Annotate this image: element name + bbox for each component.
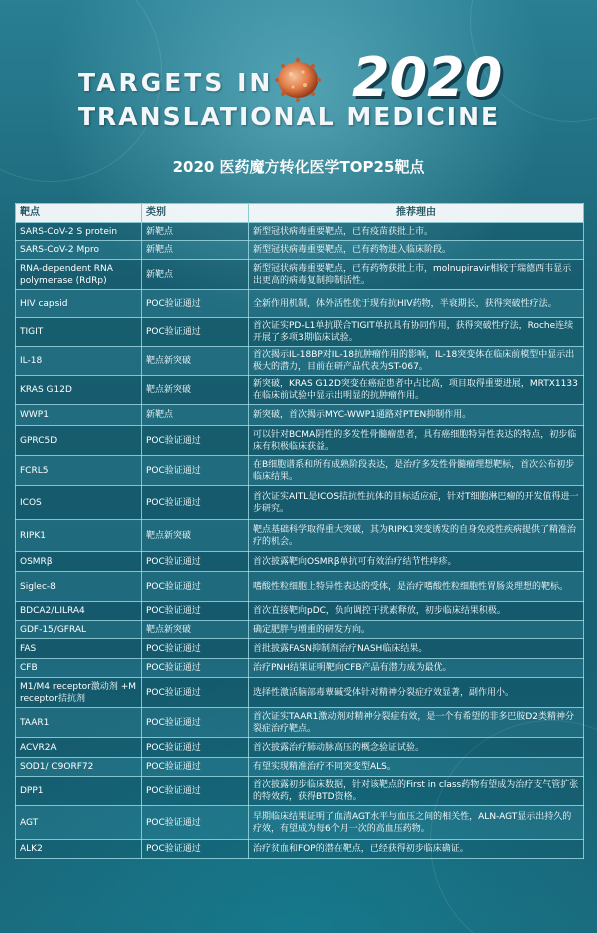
category-cell: 新靶点 [142,405,249,426]
category-cell: POC验证通过 [142,659,249,678]
reason-cell: 在B细胞谱系和所有成熟阶段表达，是治疗多发性骨髓瘤理想靶标，首次公布初步临床结果。 [249,456,584,486]
category-cell: POC验证通过 [142,758,249,777]
target-cell: HIV capsid [16,290,142,318]
table-row [16,659,584,678]
table-row [16,426,584,456]
target-cell: IL-18 [16,347,142,376]
table-row [16,758,584,777]
table-row [16,621,584,639]
reason-cell: 全新作用机制，体外活性优于现有抗HIV药物，半衰期长，获得突破性疗法。 [249,290,584,318]
targets-table-container [15,203,583,859]
hero-title-line2: TRANSLATIONAL MEDICINE [78,102,501,131]
table-row [16,840,584,859]
category-cell: POC验证通过 [142,456,249,486]
target-cell: RIPK1 [16,520,142,552]
category-cell: 新靶点 [142,260,249,290]
category-cell: POC验证通过 [142,486,249,520]
category-cell: POC验证通过 [142,552,249,572]
reason-cell: 首次揭示IL-18BP对IL-18抗肿瘤作用的影响，IL-18突变体在临床前模型中显示出极大的潜力，目前在研产品代表为ST-067。 [249,347,584,376]
category-cell: POC验证通过 [142,806,249,840]
hero-title-line1: TARGETS IN [78,68,274,97]
table-row [16,738,584,758]
target-cell: TIGIT [16,318,142,347]
target-cell: ALK2 [16,840,142,859]
reason-cell: 首次证实TAAR1激动剂对精神分裂症有效，是一个有希望的非多巴胺D2类精神分裂症治疗靶点。 [249,708,584,738]
reason-cell: 新突破，首次揭示MYC-WWP1通路对PTEN抑制作用。 [249,405,584,426]
target-cell: Siglec-8 [16,572,142,602]
reason-cell: 新型冠状病毒重要靶点，已有疫苗获批上市。 [249,223,584,241]
reason-cell: 靶点基础科学取得重大突破，其为RIPK1突变诱发的自身免疫性疾病提供了精准治疗的机会。 [249,520,584,552]
category-cell: 靶点新突破 [142,621,249,639]
target-cell: RNA-dependent RNA polymerase (RdRp) [16,260,142,290]
category-cell: 新靶点 [142,223,249,241]
target-cell: GPRC5D [16,426,142,456]
reason-cell: 选择性激活脑部毒蕈碱受体针对精神分裂症疗效显著，副作用小。 [249,678,584,708]
reason-cell: 治疗贫血和FOP的潜在靶点，已经获得初步临床确证。 [249,840,584,859]
target-cell: M1/M4 receptor激动剂 +M receptor拮抗剂 [16,678,142,708]
reason-cell: 治疗PNH结果证明靶向CFB产品有潜力成为最优。 [249,659,584,678]
table-row [16,318,584,347]
table-row [16,347,584,376]
table-row [16,405,584,426]
column-header-category: 类别 [142,204,249,223]
reason-cell: 新型冠状病毒重要靶点，已有药物获批上市，molnupiravir相较于瑞德西韦显示出更高的病毒复制抑制活性。 [249,260,584,290]
category-cell: 靶点新突破 [142,347,249,376]
virus-icon [273,58,323,102]
reason-cell: 新型冠状病毒重要靶点，已有药物进入临床阶段。 [249,241,584,260]
table-row [16,572,584,602]
reason-cell: 首次披露靶向OSMRβ单抗可有效治疗结节性痒疹。 [249,552,584,572]
category-cell: POC验证通过 [142,572,249,602]
table-row [16,241,584,260]
target-cell: SOD1/ C9ORF72 [16,758,142,777]
reason-cell: 首次证实PD-L1单抗联合TIGIT单抗具有协同作用，获得突破性疗法，Roche连续开展了多项3期临床试验。 [249,318,584,347]
reason-cell: 可以针对BCMA阴性的多发性骨髓瘤患者，具有癌细胞特异性表达的特点，初步临床有积极临床获益。 [249,426,584,456]
target-cell: TAAR1 [16,708,142,738]
target-cell: ICOS [16,486,142,520]
table-row [16,486,584,520]
table-row [16,376,584,405]
target-cell: GDF-15/GFRAL [16,621,142,639]
category-cell: POC验证通过 [142,602,249,621]
target-cell: OSMRβ [16,552,142,572]
page-subtitle: 2020 医药魔方转化医学TOP25靶点 [172,158,425,176]
reason-cell: 首次披露初步临床数据，针对该靶点的First in class药物有望成为治疗支气管扩张的特效药，获得BTD资格。 [249,777,584,806]
reason-cell: 有望实现精准治疗不同突变型ALS。 [249,758,584,777]
target-cell: WWP1 [16,405,142,426]
target-cell: DPP1 [16,777,142,806]
reason-cell: 确定肥胖与增重的研发方向。 [249,621,584,639]
category-cell: POC验证通过 [142,318,249,347]
category-cell: POC验证通过 [142,426,249,456]
category-cell: POC验证通过 [142,708,249,738]
target-cell: SARS-CoV-2 S protein [16,223,142,241]
targets-table [15,203,584,859]
reason-cell: 新突破，KRAS G12D突变在癌症患者中占比高，项目取得重要进展，MRTX1133在临床前试验中显示出明显的抗肿瘤作用。 [249,376,584,405]
category-cell: POC验证通过 [142,777,249,806]
target-cell: SARS-CoV-2 Mpro [16,241,142,260]
table-row [16,260,584,290]
category-cell: 靶点新突破 [142,520,249,552]
table-row [16,223,584,241]
table-row [16,290,584,318]
hero-year: 2020 [352,46,503,109]
table-row [16,520,584,552]
category-cell: POC验证通过 [142,290,249,318]
table-row [16,552,584,572]
reason-cell: 嗜酸性粒细胞上特异性表达的受体，是治疗嗜酸性粒细胞性胃肠炎理想的靶标。 [249,572,584,602]
column-header-target: 靶点 [16,204,142,223]
category-cell: POC验证通过 [142,639,249,659]
target-cell: CFB [16,659,142,678]
reason-cell: 首次披露治疗肺动脉高压的概念验证试验。 [249,738,584,758]
reason-cell: 首次直接靶向pDC，负向调控干扰素释放，初步临床结果积极。 [249,602,584,621]
reason-cell: 早期临床结果证明了血清AGT水平与血压之间的相关性，ALN-AGT显示出持久的疗效，有望成为每6个月一次的高血压药物。 [249,806,584,840]
table-row [16,639,584,659]
table-row [16,708,584,738]
category-cell: 靶点新突破 [142,376,249,405]
table-header-row [16,204,584,223]
table-row [16,678,584,708]
table-row [16,456,584,486]
category-cell: POC验证通过 [142,678,249,708]
target-cell: ACVR2A [16,738,142,758]
target-cell: KRAS G12D [16,376,142,405]
hero-title [0,40,597,140]
category-cell: POC验证通过 [142,840,249,859]
table-row [16,777,584,806]
category-cell: 新靶点 [142,241,249,260]
category-cell: POC验证通过 [142,738,249,758]
column-header-reason: 推荐理由 [249,204,584,223]
reason-cell: 首批披露FASN抑制剂治疗NASH临床结果。 [249,639,584,659]
table-row [16,806,584,840]
reason-cell: 首次证实AITL是ICOS拮抗性抗体的目标适应症，针对T细胞淋巴瘤的开发值得进一步研究。 [249,486,584,520]
target-cell: FAS [16,639,142,659]
target-cell: AGT [16,806,142,840]
table-row [16,602,584,621]
target-cell: FCRL5 [16,456,142,486]
target-cell: BDCA2/LILRA4 [16,602,142,621]
